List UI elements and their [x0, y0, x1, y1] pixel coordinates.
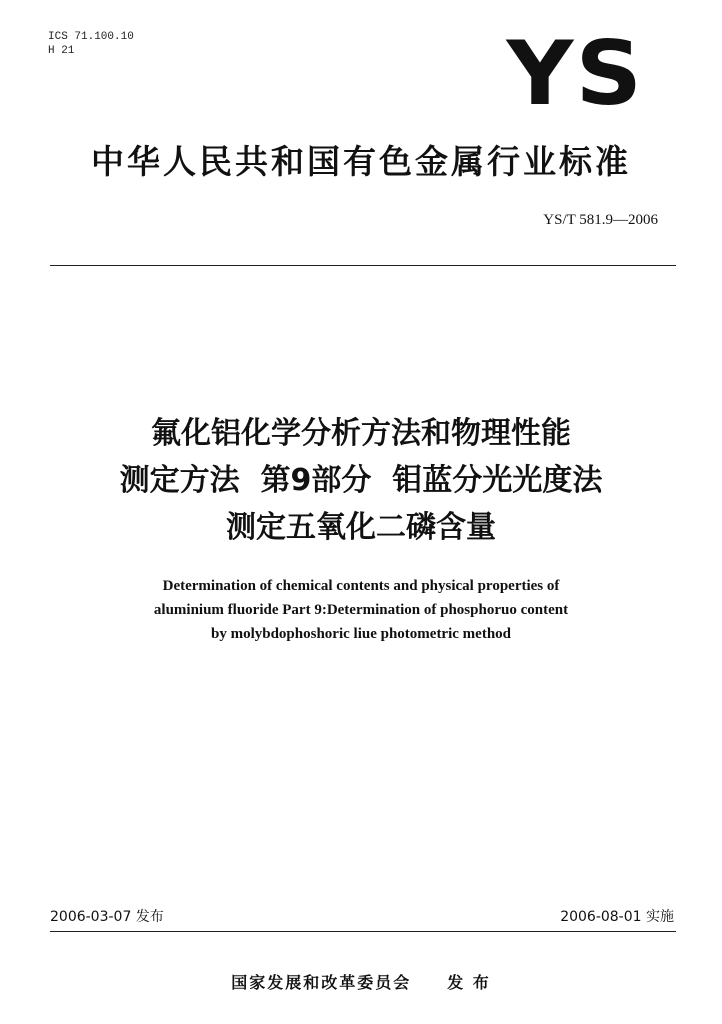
- issue-date: 2006-03-07 发布: [50, 909, 164, 925]
- organization-title: 中华人民共和国有色金属行业标准: [91, 142, 631, 181]
- publish-label: 发 布: [447, 973, 491, 992]
- header-divider: [50, 265, 676, 266]
- standard-number: YS/T 581.9—2006: [543, 212, 658, 228]
- english-title: [0, 574, 722, 646]
- class-code: H 21: [48, 45, 75, 57]
- chinese-title-line: 测定方法 第9部分 钼蓝分光光度法: [119, 463, 603, 498]
- chinese-title: [0, 410, 722, 551]
- chinese-title-line: 氟化铝化学分析方法和物理性能: [151, 416, 571, 451]
- ics-code: ICS 71.100.10: [48, 31, 134, 43]
- footer-divider: [50, 931, 676, 932]
- chinese-title-line: 测定五氧化二磷含量: [226, 510, 496, 545]
- implementation-date: 2006-08-01 实施: [560, 909, 674, 925]
- english-title-line: Determination of chemical contents and physical properties of: [162, 578, 560, 594]
- english-title-line: by molybdophoshoric liue photometric method: [210, 626, 511, 642]
- publisher-name: 国家发展和改革委员会: [231, 973, 412, 992]
- publisher-line: [0, 970, 722, 993]
- english-title-line: aluminium fluoride Part 9:Determination of phosphoruo content: [153, 602, 569, 618]
- classification-codes: [48, 30, 134, 58]
- ys-logo: YS: [506, 22, 644, 125]
